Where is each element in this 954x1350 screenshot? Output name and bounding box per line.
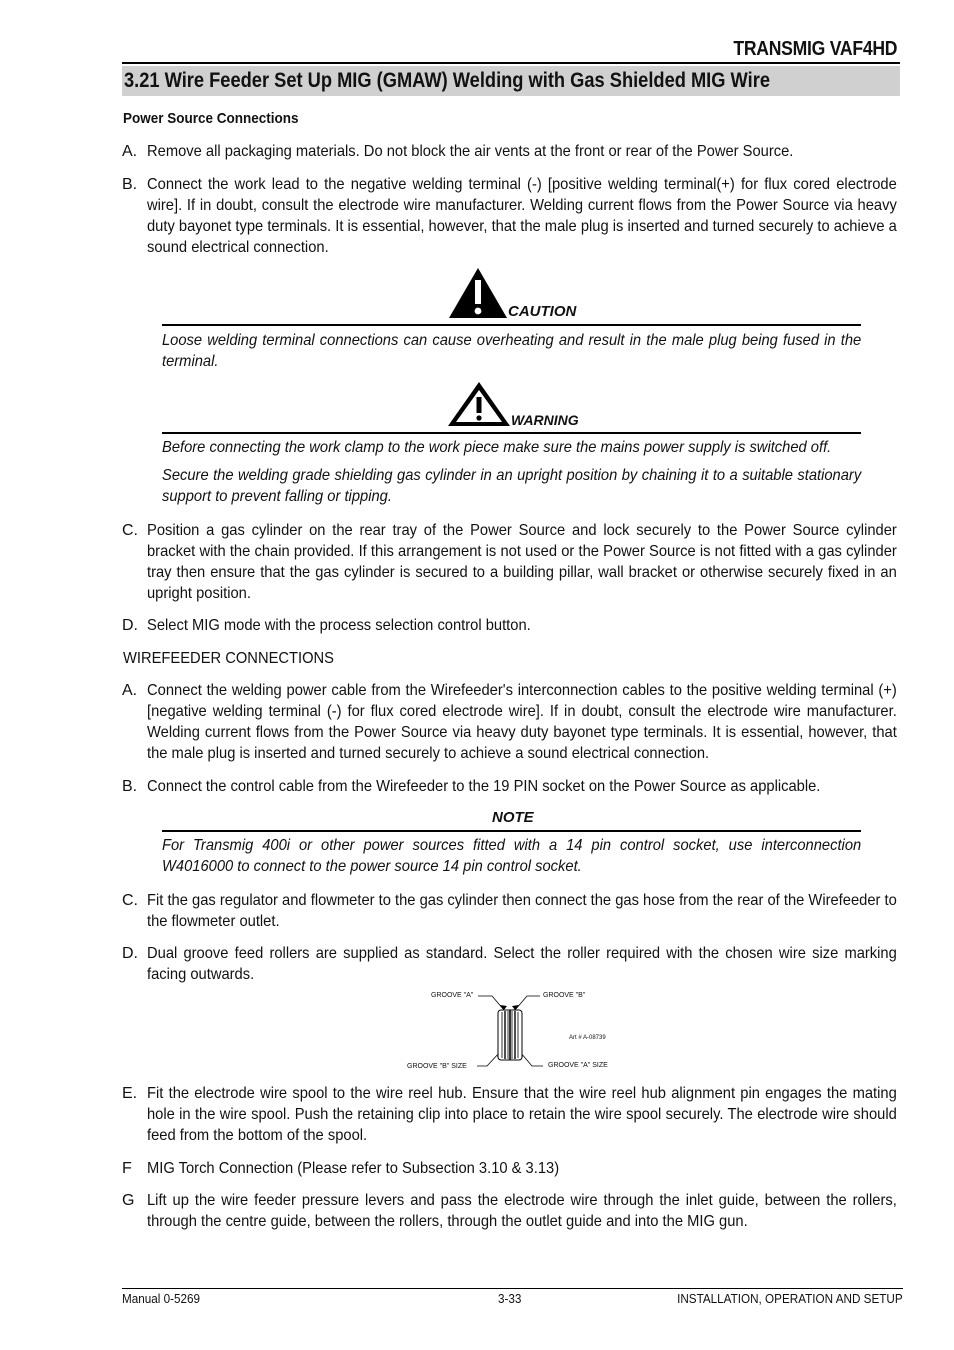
groove-b-label: GROOVE "B" [543, 992, 586, 999]
list-item [122, 615, 900, 636]
footer-manual: Manual 0-5269 [122, 1291, 201, 1306]
item-label: F [122, 1160, 132, 1177]
feed-roller-diagram [400, 986, 630, 1076]
item-label: D. [122, 617, 138, 634]
note-title: NOTE [492, 809, 534, 826]
item-label: A. [122, 143, 138, 160]
note-rule [162, 830, 861, 832]
item-label: B. [122, 778, 138, 795]
warning-title: WARNING [511, 412, 579, 428]
item-label: E. [122, 1085, 138, 1102]
item-label: B. [122, 176, 138, 193]
header-rule [122, 62, 900, 64]
note-text: For Transmig 400i or other power sources fitted with a 14 pin control socket, use interconnection W4016000 to connect to the power source 14 pin control socket. [162, 837, 862, 875]
list-item [122, 520, 900, 604]
list-item [122, 174, 900, 258]
footer-section: INSTALLATION, OPERATION AND SETUP [677, 1291, 903, 1306]
item-text: Fit the electrode wire spool to the wire reel hub. Ensure that the wire reel hub alignment pin engages the mating hole in the wire spool. Push the retaining clip into place to retain the wire spool securely. The electrode wire should feed from the bottom of the spool. [147, 1085, 897, 1144]
list-item [122, 776, 900, 797]
item-text: Position a gas cylinder on the rear tray of the Power Source and lock securely to the Power Source cylinder bracket with the chain provided. If this arrangement is not used or the Power Source is not fitted with a gas cylinder tray then ensure that the gas cylinder is secured to a building pillar, wall bracket or otherwise securely fixed in an upright position. [147, 522, 897, 602]
brand-title: TRANSMIG VAF4HD [733, 38, 897, 60]
caution-text: Loose welding terminal connections can cause overheating and result in the male plug being fused in the terminal. [162, 332, 862, 370]
item-text: Fit the gas regulator and flowmeter to the gas cylinder then connect the gas hose from the rear of the Wirefeeder to the flowmeter outlet. [147, 892, 897, 930]
list-item [122, 141, 900, 162]
item-text: Dual groove feed rollers are supplied as standard. Select the roller required with the chosen wire size marking facing outwards. [147, 945, 897, 983]
list-item [122, 1190, 900, 1232]
list-item [122, 943, 900, 985]
list-item [122, 1158, 900, 1179]
item-label: C. [122, 522, 138, 539]
section-title: 3.21 Wire Feeder Set Up MIG (GMAW) Welding with Gas Shielded MIG Wire [124, 69, 770, 92]
caution-icon [447, 266, 509, 320]
warning-text: Secure the welding grade shielding gas cylinder in an upright position by chaining it to a suitable stationary support to prevent falling or tipping. [162, 467, 862, 505]
warning-icon [447, 381, 511, 427]
item-text: Connect the work lead to the negative welding terminal (-) [positive welding terminal(+) for flux cored electrode wire]. If in doubt, consult the electrode wire manufacturer. Welding current flows from the Power Source via heavy duty bayonet type terminals. It is essential, however, that the male plug is inserted and turned securely to achieve a sound electrical connection. [147, 176, 897, 256]
power-source-heading: Power Source Connections [123, 110, 299, 127]
item-label: G [122, 1192, 135, 1209]
caution-rule [162, 324, 861, 326]
item-text: Connect the control cable from the Wirefeeder to the 19 PIN socket on the Power Source as applicable. [147, 778, 821, 795]
item-text: Select MIG mode with the process selection control button. [147, 617, 531, 634]
groove-a-size-label: GROOVE "A" SIZE [548, 1062, 608, 1069]
list-item [122, 680, 900, 764]
groove-a-label: GROOVE "A" [431, 992, 474, 999]
item-text: MIG Torch Connection (Please refer to Subsection 3.10 & 3.13) [147, 1160, 560, 1177]
item-label: D. [122, 945, 138, 962]
item-label: C. [122, 892, 138, 909]
item-text: Connect the welding power cable from the Wirefeeder's interconnection cables to the positive welding terminal (+) [negative welding terminal (-) for flux cored electrode wire]. If in doubt, consult the electrode wire manufacturer. Welding current flows from the Power Source via heavy duty bayonet type terminals. It is essential, however, that the male plug is inserted and turned securely to achieve a sound electrical connection. [147, 682, 897, 762]
item-text: Remove all packaging materials. Do not block the air vents at the front or rear of the Power Source. [147, 143, 794, 160]
footer-rule [122, 1288, 903, 1289]
footer-page-number: 3-33 [498, 1291, 522, 1306]
item-label: A. [122, 682, 138, 699]
caution-title: CAUTION [508, 303, 577, 320]
warning-text: Before connecting the work clamp to the work piece make sure the mains power supply is switched off. [162, 439, 832, 456]
item-text: Lift up the wire feeder pressure levers and pass the electrode wire through the inlet guide, between the rollers, through the centre guide, between the rollers, through the outlet guide and into the MIG gun. [147, 1192, 897, 1230]
list-item [122, 1083, 900, 1146]
wirefeeder-heading: WIREFEEDER CONNECTIONS [123, 650, 334, 667]
list-item [122, 890, 900, 932]
art-number: Art # A-08739 [569, 1035, 606, 1041]
warning-rule [162, 432, 861, 434]
groove-b-size-label: GROOVE "B" SIZE [407, 1063, 467, 1070]
